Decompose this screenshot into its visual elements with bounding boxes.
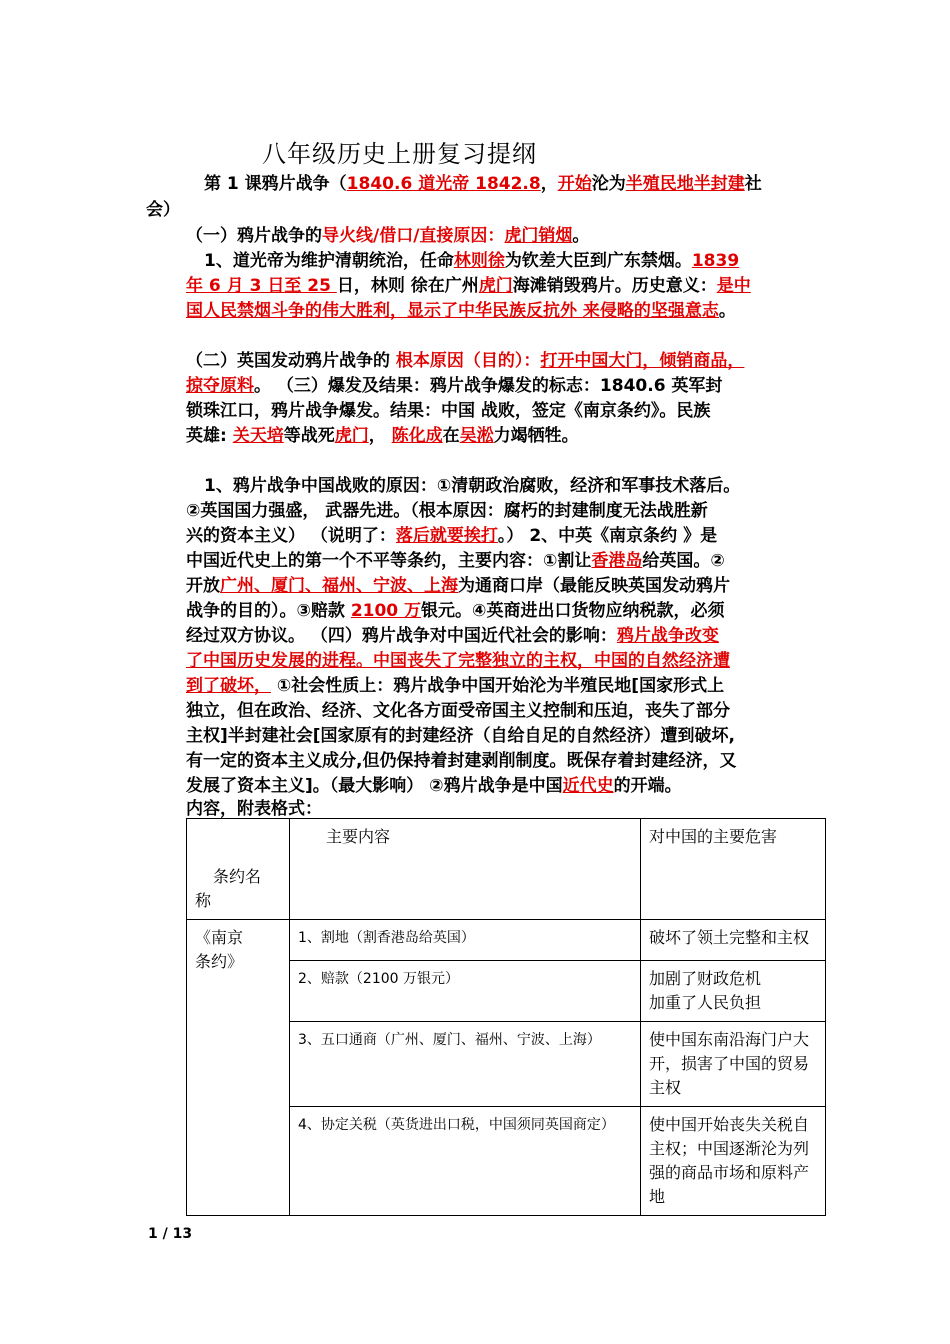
text-line: 国人民禁烟斗争的伟大胜利，显示了中华民族反抗外 来侵略的坚强意志。 [186,301,736,321]
text-line: 中国近代史上的第一个不平等条约，主要内容：①割让香港岛给英国。② [186,551,725,571]
treaty-name-cell [187,920,290,1216]
content-cell: 1、割地（割香港岛给英国） [290,920,641,961]
text-line: 战争的目的）。③赔款 2100 万银元。④英商进出口货物应纳税款，必须 [186,601,725,621]
lesson-heading: 第 1 课鸦片战争（1840.6 道光帝 1842.8，开始沦为半殖民地半封建社 [204,174,762,194]
harm-cell: 破坏了领土完整和主权 [641,920,826,961]
harm-cell [641,961,826,1022]
page-number: 1 / 13 [148,1226,193,1242]
text-line: 1、鸦片战争中国战败的原因：①清朝政治腐败，经济和军事技术落后。 [204,476,741,496]
header-text: 条约名 [213,867,262,886]
text-line: 英雄: 关天培等战死虎门， 陈化成在吴淞力竭牺牲。 [186,426,579,446]
table-header-row [187,819,826,920]
text-line: 会） [146,200,180,220]
text-line: 内容，附表格式： [186,799,322,819]
content-cell: 3、五口通商（广州、厦门、福州、宁波、上海） [290,1022,641,1107]
text-line: 了中国历史发展的进程。中国丧失了完整独立的主权，中国的自然经济遭 [186,651,730,671]
cell-text: 《南京 [195,928,244,947]
header-content: 主要内容 [290,819,641,920]
text-line: 年 6 月 3 日至 25 日，林则 徐在广州虎门海滩销毁鸦片。历史意义：是中 [186,276,751,296]
text-line: ②英国国力强盛， 武器先进。（根本原因：腐朽的封建制度无法战胜新 [186,501,708,521]
content-cell: 4、协定关税（英货进出口税，中国须同英国商定） [290,1107,641,1216]
text-line: 有一定的资本主义成分,但仍保持着封建剥削制度。既保存着封建经济，又 [186,751,737,771]
cell-text: 加重了人民负担 [649,993,762,1012]
text-line: 主权]半封建社会[国家原有的封建经济（自给自足的自然经济）遭到破坏, [186,726,735,746]
harm-cell: 使中国东南沿海门户大开，损害了中国的贸易主权 [641,1022,826,1107]
text-line: 独立，但在政治、经济、文化各方面受帝国主义控制和压迫，丧失了部分 [186,701,730,721]
text-line: 1、道光帝为维护清朝统治，任命林则徐为钦差大臣到广东禁烟。1839 [204,251,740,271]
treaty-table [186,818,826,1216]
text-line: 经过双方协议。 （四）鸦片战争对中国近代社会的影响：鸦片战争改变 [186,626,719,646]
content-cell: 2、赔款（2100 万银元） [290,961,641,1022]
text-line: 发展了资本主义]。（最大影响） ②鸦片战争是中国近代史的开端。 [186,776,682,796]
page-title: 八年级历史上册复习提纲 [262,140,537,168]
text-line: 兴的资本主义） （说明了：落后就要挨打。） 2、中英《南京条约 》是 [186,526,718,546]
cell-text: 加剧了财政危机 [649,969,762,988]
text-line: 掠夺原料。 （三）爆发及结果：鸦片战争爆发的标志：1840.6 英军封 [186,376,723,396]
text-line: 到了破坏， ①社会性质上：鸦片战争中国开始沦为半殖民地[国家形式上 [186,676,725,696]
text-line: 开放广州、厦门、福州、宁波、上海为通商口岸（最能反映英国发动鸦片 [186,576,730,596]
header-treaty-name [187,819,290,920]
harm-cell: 使中国开始丧失关税自主权；中国逐渐沦为列强的商品市场和原料产地 [641,1107,826,1216]
section-1-heading: （一）鸦片战争的导火线/借口/直接原因：虎门销烟。 [186,226,590,246]
section-2-heading: （二）英国发动鸦片战争的 根本原因（目的）：打开中国大门，倾销商品， [186,351,745,371]
header-text: 称 [195,891,212,910]
header-harm: 对中国的主要危害 [641,819,826,920]
text-line: 锁珠江口，鸦片战争爆发。结果：中国 战败，签定《南京条约》。民族 [186,401,711,421]
table-row [187,920,826,961]
cell-text: 条约》 [195,952,244,971]
